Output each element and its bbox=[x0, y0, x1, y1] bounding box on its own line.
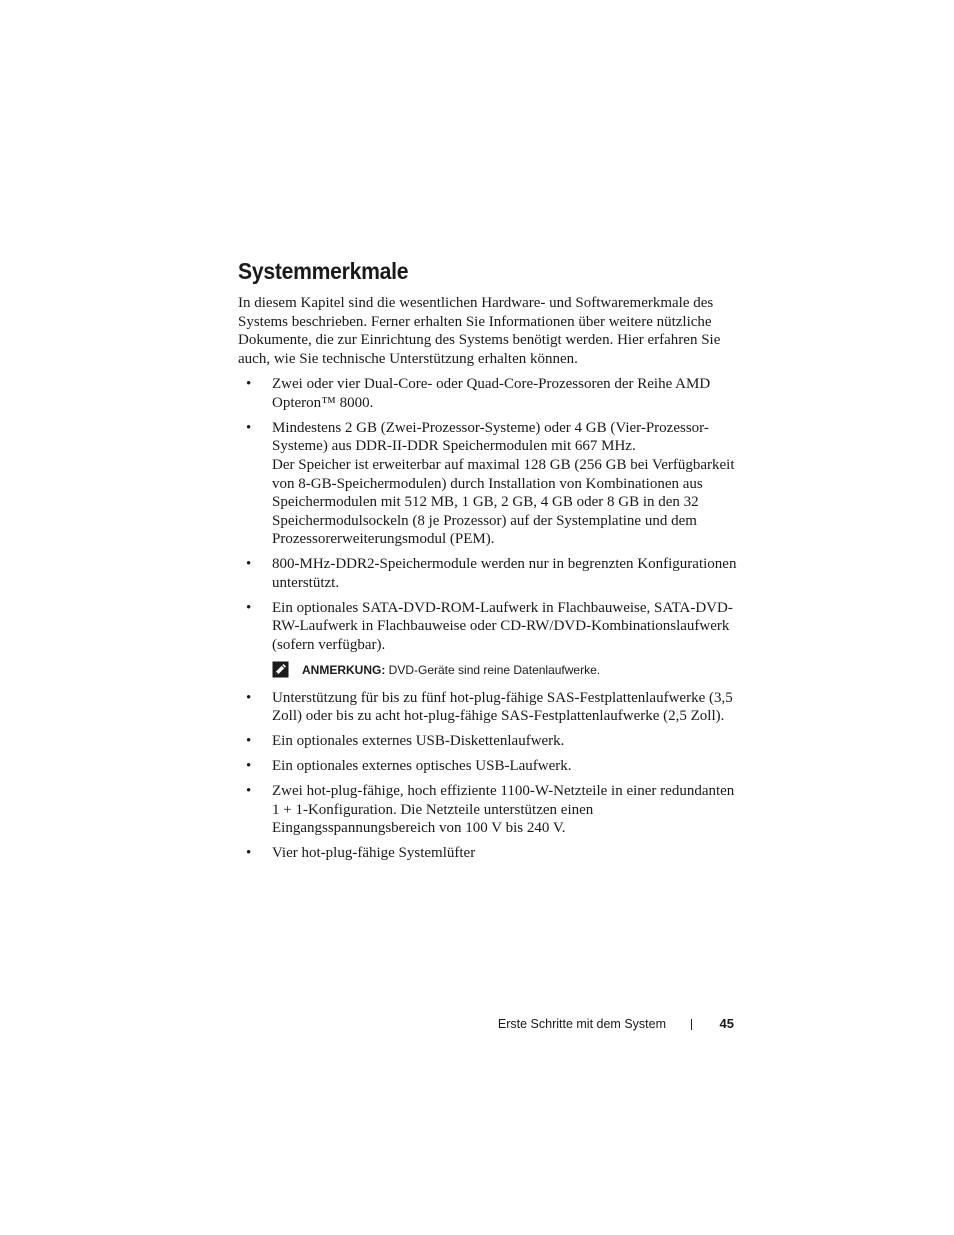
list-item bbox=[238, 599, 738, 655]
note-label: ANMERKUNG: bbox=[302, 662, 386, 677]
footer-separator bbox=[691, 1019, 692, 1030]
list-item-text: Vier hot-plug-fähige Systemlüfter bbox=[272, 845, 476, 862]
note-text: DVD-Geräte sind reine Datenlaufwerke. bbox=[388, 662, 601, 677]
note-pencil-icon bbox=[272, 661, 289, 678]
bullet: • bbox=[246, 556, 252, 573]
list-item-text: Mindestens 2 GB (Zwei-Prozessor-Systeme) oder 4 GB (Vier-Prozessor-Systeme) aus DDR-II-DDR Speichermodulen mit 667 MHz. bbox=[272, 419, 709, 455]
list-item bbox=[238, 732, 738, 751]
page-content bbox=[238, 294, 738, 869]
list-item bbox=[238, 419, 738, 549]
bullet: • bbox=[246, 419, 252, 436]
bullet: • bbox=[246, 845, 252, 862]
list-item bbox=[238, 689, 738, 726]
list-item-text: Ein optionales externes USB-Diskettenlaufwerk. bbox=[272, 733, 565, 750]
list-item-text: Zwei hot-plug-fähige, hoch effiziente 1100-W-Netzteile in einer redundanten 1 + 1-Konfiguration. Die Netzteile unterstützen einen Eingangsspannungsbereich von 100 V bis 240 V. bbox=[272, 783, 735, 837]
list-item-text: Ein optionales externes optisches USB-Laufwerk. bbox=[272, 758, 572, 775]
bullet: • bbox=[246, 783, 252, 800]
bullet: • bbox=[246, 733, 252, 750]
note-box bbox=[238, 661, 738, 679]
list-item bbox=[238, 757, 738, 776]
footer-title: Erste Schritte mit dem System bbox=[497, 1017, 666, 1031]
feature-list bbox=[238, 375, 738, 654]
list-item bbox=[238, 782, 738, 838]
bullet: • bbox=[246, 758, 252, 775]
bullet: • bbox=[246, 599, 252, 616]
list-item-text: Unterstützung für bis zu fünf hot-plug-fähige SAS-Festplattenlaufwerke (3,5 Zoll) oder bis zu acht hot-plug-fähige SAS-Festplattenlaufwerke (2,5 Zoll). bbox=[272, 689, 733, 725]
bullet: • bbox=[246, 689, 252, 706]
list-item bbox=[238, 555, 738, 592]
page-number: 45 bbox=[719, 1016, 734, 1031]
page-title: Systemmerkmale bbox=[238, 258, 409, 284]
list-item-text: 800-MHz-DDR2-Speichermodule werden nur in begrenzten Konfigurationen unterstützt. bbox=[272, 556, 737, 591]
feature-list-continued bbox=[238, 689, 738, 863]
list-item-text: Zwei oder vier Dual-Core- oder Quad-Core-Prozessoren der Reihe AMD Opteron™ 8000. bbox=[272, 376, 711, 411]
intro-paragraph: In diesem Kapitel sind die wesentlichen Hardware- und Softwaremerkmale des Systems beschrieben. Ferner erhalten Sie Informationen über weitere nützliche Dokumente, die zur Einrichtung des Systems benötigt werden. Hier erfahren Sie auch, wie Sie technische Unterstützung erhalten können. bbox=[238, 295, 721, 367]
bullet: • bbox=[246, 376, 252, 393]
list-item bbox=[238, 375, 738, 412]
list-item-text: Ein optionales SATA-DVD-ROM-Laufwerk in Flachbauweise, SATA-DVD-RW-Laufwerk in Flachbauweise oder CD-RW/DVD-Kombinationslaufwerk (sofern verfügbar). bbox=[272, 599, 733, 653]
list-item bbox=[238, 844, 738, 863]
list-item-detail: Der Speicher ist erweiterbar auf maximal 128 GB (256 GB bei Verfügbarkeit von 8-GB-Speichermodulen) durch Installation von Kombinationen aus Speichermodulen mit 512 MB, 1 GB, 2 GB, 4 GB oder 8 GB in den 32 Speichermodulsockeln (8 je Prozessor) auf der Systemplatine und dem Prozessorerweiterungsmodul (PEM). bbox=[272, 457, 735, 548]
